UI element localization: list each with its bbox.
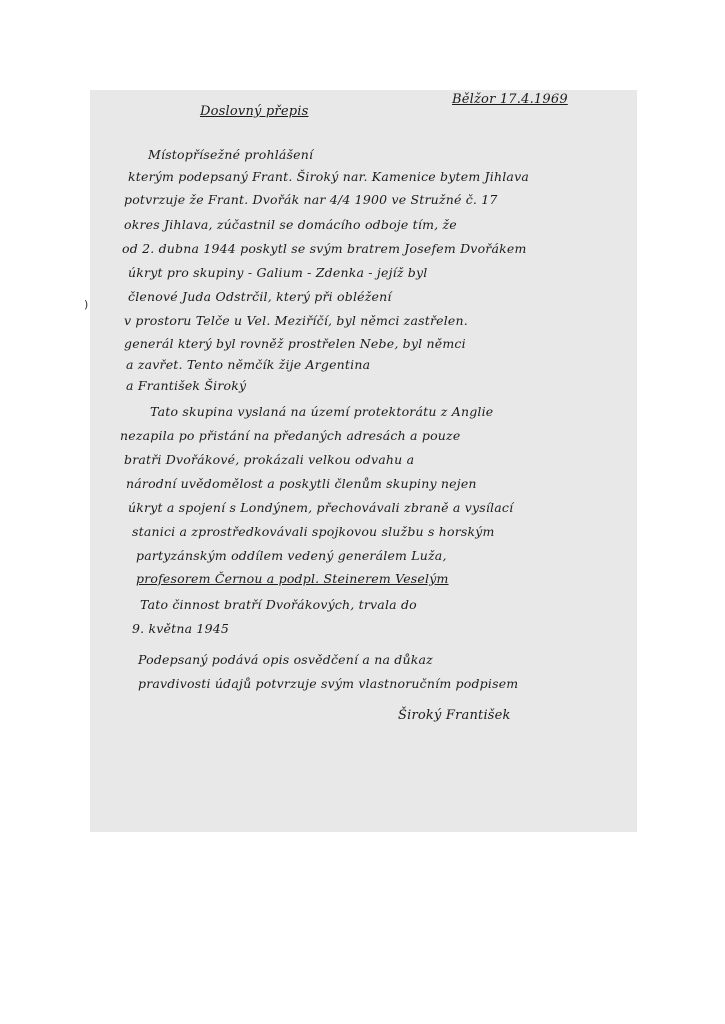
text-line: generál který byl rovněž prostřelen Nebe, byl němci xyxy=(124,336,466,351)
text-line: Podepsaný podává opis osvědčení a na důkaz xyxy=(138,652,433,667)
text-line: partyzánským oddílem vedený generálem Luža, xyxy=(136,548,447,563)
text-line: v prostoru Telče u Vel. Meziříčí, byl němci zastřelen. xyxy=(124,313,468,328)
text-line: profesorem Černou a podpl. Steinerem Veselým xyxy=(136,571,449,586)
text-line: Místopřísežné prohlášení xyxy=(148,147,314,162)
text-line: pravdivosti údajů potvrzuje svým vlastnoručním podpisem xyxy=(138,676,519,691)
text-line: stanici a zprostředkovávali spojkovou službu s horským xyxy=(132,524,495,539)
text-line: Tato skupina vyslaná na území protektorátu z Anglie xyxy=(150,404,494,419)
text-line: Tato činnost bratří Dvořákových, trvala do xyxy=(140,597,417,612)
document-heading: Doslovný přepis xyxy=(200,104,309,119)
text-line: a zavřet. Tento němčík žije Argentina xyxy=(126,357,371,372)
text-line: národní uvědomělost a poskytli členům skupiny nejen xyxy=(126,476,477,491)
text-line: 9. května 1945 xyxy=(132,621,230,636)
text-line: úkryt pro skupiny - Galium - Zdenka - jejíž byl xyxy=(128,265,428,280)
text-line: okres Jihlava, zúčastnil se domácího odboje tím, že xyxy=(124,217,457,232)
text-line: nezapila po přistání na předaných adresách a pouze xyxy=(120,428,461,443)
text-line: potvrzuje že Frant. Dvořák nar 4/4 1900 ve Stružné č. 17 xyxy=(124,192,498,207)
signature: Široký František xyxy=(398,708,511,723)
text-line: od 2. dubna 1944 poskytl se svým bratrem Josefem Dvořákem xyxy=(122,241,527,256)
text-line: úkryt a spojení s Londýnem, přechovávali zbraně a vysílací xyxy=(128,500,514,515)
text-line: členové Juda Odstrčil, který při obléžení xyxy=(128,289,392,304)
text-line: bratři Dvořákové, prokázali velkou odvahu a xyxy=(124,452,415,467)
text-line: a František Široký xyxy=(126,378,247,393)
text-line: kterým podepsaný Frant. Široký nar. Kamenice bytem Jihlava xyxy=(128,169,529,184)
edge-mark: ) xyxy=(84,298,89,311)
date-line: Bělžor 17.4.1969 xyxy=(452,92,568,107)
